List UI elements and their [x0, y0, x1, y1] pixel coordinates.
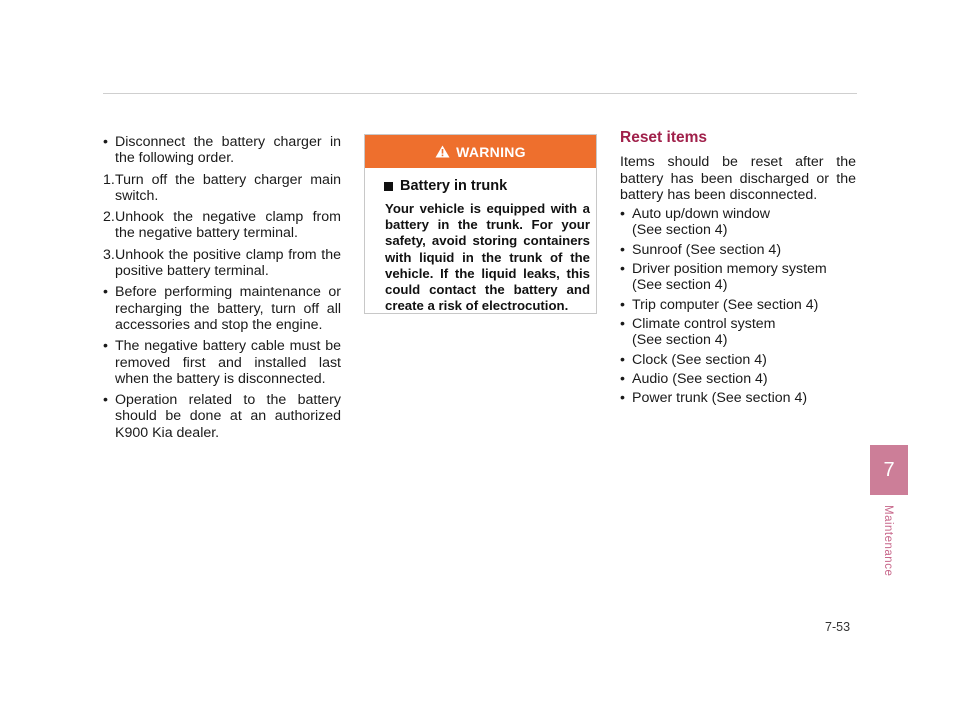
chapter-tab[interactable]: 7: [870, 445, 908, 495]
right-column: [620, 130, 856, 409]
section-title: Reset items: [620, 129, 708, 146]
warning-triangle-icon: [435, 145, 450, 158]
warning-title: Battery in trunk: [384, 178, 590, 194]
list-item: • Auto up/down window (See section 4): [620, 206, 771, 239]
list-item: • Operation related to the battery should be done at an authorized K900 Kia dealer.: [103, 392, 341, 441]
list-item: • Climate control system (See section 4): [620, 315, 776, 349]
page-number: 7-53: [825, 620, 851, 634]
list-item: • Driver position memory system (See section 4): [620, 261, 827, 294]
list-item: 3. Unhook the positive clamp from the positive battery terminal.: [103, 246, 341, 280]
warning-text: Your vehicle is equipped with a battery in the trunk. For your safety, avoid storing containers with liquid in the trunk of the vehicle. If the liquid leaks, this could contact the battery and create a risk of electrocution.: [385, 201, 590, 314]
list-item: • Clock (See section 4): [620, 351, 767, 368]
list-item: • The negative battery cable must be removed first and installed last when the battery is disconnected.: [103, 338, 341, 387]
list-item: • Power trunk (See section 4): [620, 390, 808, 407]
warning-header: [365, 135, 596, 168]
section-intro: Items should be reset after the battery has been discharged or the battery has been disconnected.: [620, 154, 856, 203]
list-item: 1. Turn off the battery charger main switch.: [103, 171, 341, 204]
header-rule: [103, 93, 857, 94]
chapter-label: Maintenance: [882, 505, 894, 577]
list-item: • Trip computer (See section 4): [620, 296, 819, 313]
warning-box: [364, 134, 597, 314]
warning-label: WARNING: [456, 143, 526, 160]
list-item: • Audio (See section 4): [620, 370, 768, 387]
warning-body: [365, 168, 596, 314]
square-bullet-icon: [384, 182, 393, 191]
list-item: 2. Unhook the negative clamp from the negative battery terminal.: [103, 209, 341, 242]
left-column: [103, 134, 341, 446]
list-item: • Disconnect the battery charger in the following order.: [103, 134, 341, 167]
list-item: • Sunroof (See section 4): [620, 241, 782, 258]
list-item: • Before performing maintenance or recharging the battery, turn off all accessories and stop the engine.: [103, 284, 341, 333]
